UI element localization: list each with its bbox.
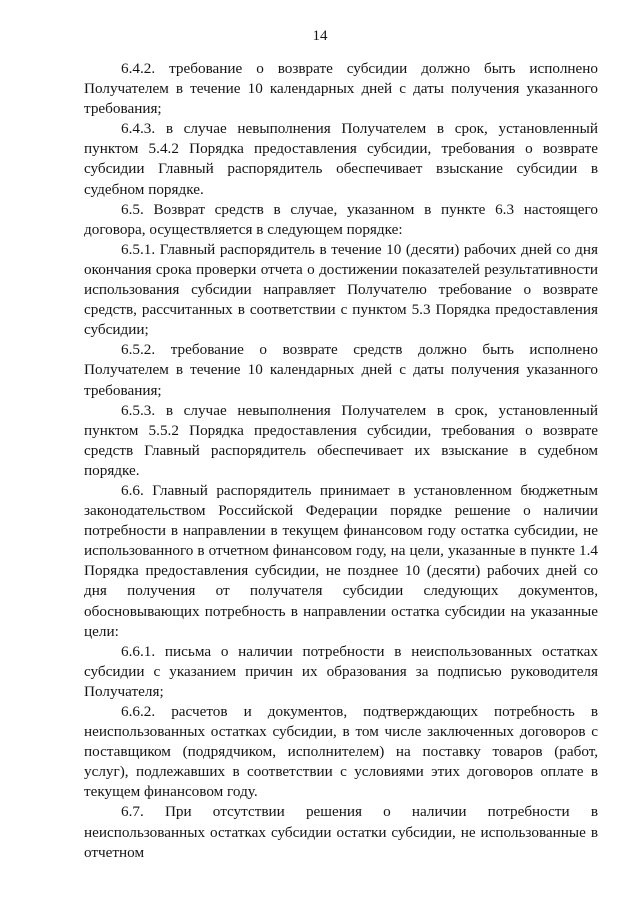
paragraph-6-6-1: 6.6.1. письма о наличии потребности в неиспользованных остатках субсидии с указанием причин их образования за подписью руководителя Получателя; — [84, 642, 598, 700]
page-number: 14 — [312, 28, 328, 44]
paragraph-6-5-3: 6.5.3. в случае невыполнения Получателем в срок, установленный пунктом 5.5.2 Порядка предоставления субсидии, требования о возврате средств Главный распорядитель обеспечивает их взыскание в судебном порядке. — [84, 401, 598, 479]
paragraph-6-4-3: 6.4.3. в случае невыполнения Получателем в срок, установленный пунктом 5.4.2 Порядка предоставления субсидии, требования о возврате субсидии Главный распорядитель обеспечивает взыскание субсидии в судебном порядке. — [84, 120, 598, 198]
document-body — [84, 59, 598, 863]
paragraph-6-5: 6.5. Возврат средств в случае, указанном в пункте 6.3 настоящего договора, осуществляется в следующем порядке: — [84, 200, 598, 238]
paragraph-6-5-1: 6.5.1. Главный распорядитель в течение 10 (десяти) рабочих дней со дня окончания срока проверки отчета о достижении показателей результативности использования субсидии направляет Получателю требование о возврате средств, рассчитанных в соответствии с пунктом 5.3 Порядка предоставления субсидии; — [84, 240, 598, 339]
paragraph-6-7: 6.7. При отсутствии решения о наличии потребности в неиспользованных остатках субсидии остатки субсидии, не использованные в отчетном — [84, 803, 598, 861]
paragraph-6-6: 6.6. Главный распорядитель принимает в установленном бюджетным законодательством Российской Федерации порядке решение о наличии потребности в направлении в текущем финансовом году остатка субсидии, не использованного в отчетном финансовом году, на цели, указанные в пункте 1.4 Порядка предоставления субсидии, не позднее 10 (десяти) рабочих дней со дня получения от получателя субсидии следующих документов, обосновывающих потребность в направлении остатка субсидии на указанные цели: — [84, 481, 598, 640]
paragraph-6-5-2: 6.5.2. требование о возврате средств должно быть исполнено Получателем в течение 10 календарных дней с даты получения указанного требования; — [84, 341, 598, 399]
paragraph-6-4-2: 6.4.2. требование о возврате субсидии должно быть исполнено Получателем в течение 10 календарных дней с даты получения указанного требования; — [84, 60, 598, 118]
paragraph-6-6-2: 6.6.2. расчетов и документов, подтверждающих потребность в неиспользованных остатках субсидии, в том числе заключенных договоров с поставщиком (подрядчиком, исполнителем) на поставку товаров (работ, услуг), подлежавших в соответствии с условиями этих договоров оплате в текущем финансовом году. — [84, 703, 598, 801]
